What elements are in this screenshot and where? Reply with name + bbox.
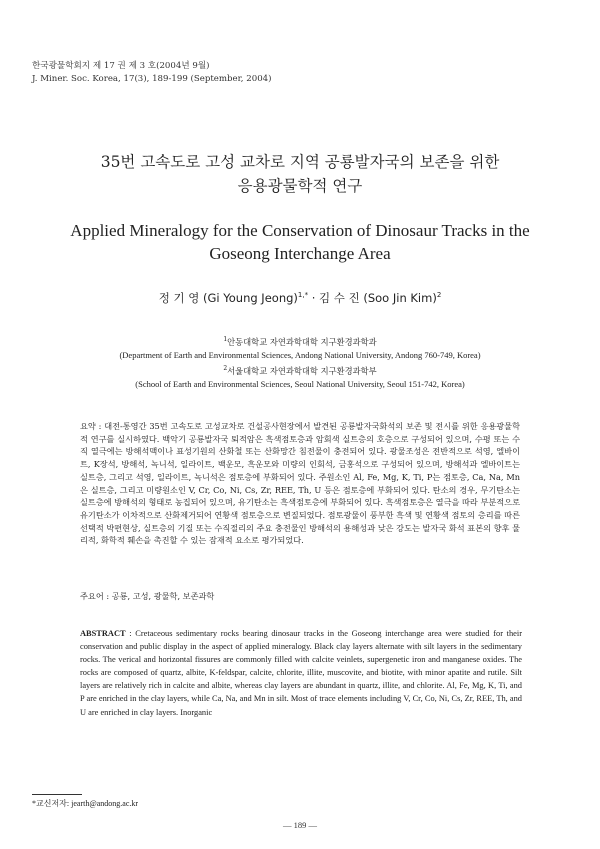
affiliation-2-ko (30, 362, 570, 378)
abstract-english-text: : Cretaceous sedimentary rocks bearing dinosaur tracks in the Goseong interchange area were studied for their conservation and public display in the aspect of applied mineralogy. Black clay layers alternate with silt layers in the sedimentary rocks. The verical and horizontal fissures are commonly filled with calcite veinlets, supergenetic iron and manganese oxides. The rocks are composed of quartz, albite, K-feldspar, calcite, chlorite, illite, muscovite, and biotite, with minor apatite and rutile. Silt layers are relatively rich in calcite and albite, whereas clay layers are abundant in quartz, illite, and chlorite. Al, Fe, Mg, K, Ti, and P are enriched in the clay layers, while Ca, Na, and Mn in silt. Most of trace elements including V, Cr, Co, Ni, Cs, Zr, REE, Th, and U are enriched in clay layers. Inorganic (80, 629, 522, 717)
title-korean-line1: 35번 고속도로 고성 교차로 지역 공룡발자국의 보존을 위한 (100, 153, 500, 171)
abstract-label: ABSTRACT (80, 629, 126, 638)
affiliation-2-marker: 2 (223, 364, 228, 372)
author-2: 김 수 진 (Soo Jin Kim) (319, 291, 437, 305)
author-1: 정 기 영 (Gi Young Jeong) (158, 291, 298, 305)
journal-header (32, 60, 271, 86)
title-english-line2: Goseong Interchange Area (209, 244, 391, 263)
page-number: — 189 — (283, 820, 317, 830)
author-1-marker: 1,* (297, 291, 309, 300)
title-korean (40, 150, 560, 198)
author-2-marker: 2 (436, 291, 442, 300)
abstract-korean: 요약 : 대전-통영간 35번 고속도로 고성교차로 건설공사현장에서 발견된 공룡발자국화석의 보존 및 전시를 위한 응용광물학적 연구를 실시하였다. 백악기 공룡발자국 퇴적암은 흑색점토층과 암회색 실트층의 호층으로 구성되어 있으며, 수평 또는 수직 열극에는 방해석맥이나 표성기원의 산화철 또는 산화망간 침전물이 충전되어 있다. 광물조성은 전반적으로 석영, 엘바이트, K장석, 방해석, 녹니석, 일라이트, 백운모, 흑운모와 미량의 인회석, 금홍석으로 구성되어 있으며, 방해석과 엘바이트는 실트층, 그리고 석영, 일라이트, 녹니석은 점토층에 부화되어 있다. 주원소인 Al, Fe, Mg, K, Ti, P는 점토층, Ca, Na, Mn은 실트층, 그리고 미량원소인 V, Cr, Co, Ni, Cs, Zr, REE, Th, U 등은 점토층에 부화되어 있다. 탄소의 경우, 무기탄소는 실트층에 방해석의 형태로 농집되어 있으며, 유기탄소는 흑색점토층에 부화되어 있다. 흑색점토층은 열극을 따라 부분적으로 유기탄소가 이차적으로 산화제거되어 연황색 점토층으로 변질되었다. 점토광물이 풍부한 흑색 및 연황색 점토의 층리를 따른 선택적 박편현상, 실트층의 기질 또는 수직절리의 주요 충전물인 방해석의 용해성과 낮은 강도는 발자국 화석 표본의 향후 물리적, 화학적 훼손을 촉진할 수 있는 잠재적 요소로 평가되었다. (80, 421, 520, 546)
title-korean-line2: 응용광물학적 연구 (237, 177, 363, 195)
affiliation-1-marker: 1 (223, 336, 228, 343)
affiliation-2-ko-text: 서울대학교 자연과학대학 지구환경과학부 (227, 365, 377, 376)
title-english (50, 219, 550, 265)
affiliation-2-en: (School of Earth and Environmental Sciences, Seoul National University, Seoul 151-742, Korea) (135, 378, 465, 389)
author-list (40, 290, 560, 306)
abstract-english (80, 627, 522, 719)
footnote-divider (32, 794, 82, 795)
keywords-korean: 주요어 : 공룡, 고성, 광물학, 보존과학 (80, 591, 215, 601)
journal-citation-ko: 한국광물학회지 제 17 권 제 3 호(2004년 9월) (32, 61, 210, 71)
affiliation-1-ko-text: 안동대학교 자연과학대학 지구환경과학과 (227, 336, 377, 347)
affiliation-1-ko (30, 333, 570, 349)
author-separator: · (308, 291, 320, 305)
corresponding-author-footnote: *교신저자: jearth@andong.ac.kr (32, 799, 139, 808)
journal-citation-en: J. Miner. Soc. Korea, 17(3), 189-199 (September, 2004) (32, 74, 272, 84)
affiliation-1-en: (Department of Earth and Environmental Sciences, Andong National University, Andong 760-749, Korea) (119, 349, 481, 360)
title-english-line1: Applied Mineralogy for the Conservation of Dinosaur Tracks in the (70, 221, 530, 240)
affiliations (30, 333, 570, 391)
